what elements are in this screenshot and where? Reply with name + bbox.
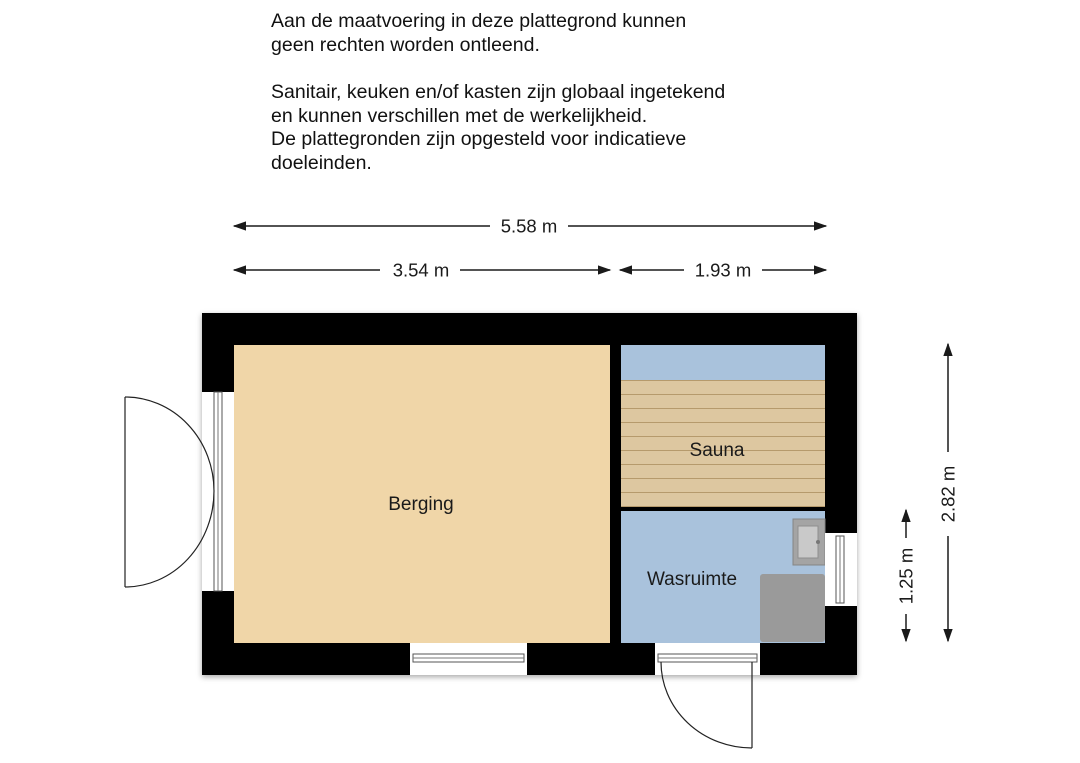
bottom-door xyxy=(655,643,760,675)
disclaimer-line: geen rechten worden ontleend. xyxy=(271,33,540,56)
dimension-right-width xyxy=(620,260,826,281)
left-door-window xyxy=(202,392,234,591)
dimension-total-height xyxy=(938,344,959,641)
room-label-sauna: Sauna xyxy=(689,440,745,461)
bottom-window xyxy=(410,643,527,675)
disclaimer-line: Aan de maatvoering in deze plattegrond kunnen xyxy=(271,10,687,32)
dimension-left-width xyxy=(234,260,610,281)
sink-icon xyxy=(793,519,825,565)
dimension-label-total-height: 2.82 m xyxy=(937,465,959,523)
dimension-total-width xyxy=(234,216,826,237)
double-door-icon xyxy=(125,397,214,587)
disclaimer-line: De plattegronden zijn opgesteld voor indicatieve xyxy=(271,128,687,150)
dimension-wasruimte-height xyxy=(896,510,917,641)
dimension-label-right-width: 1.93 m xyxy=(694,259,752,281)
disclaimer-line: Sanitair, keuken en/of kasten zijn globaal ingetekend xyxy=(271,81,726,103)
dimension-label-wasruimte-height: 1.25 m xyxy=(895,547,917,605)
disclaimer-line: doeleinden. xyxy=(271,151,372,174)
dimension-label-left-width: 3.54 m xyxy=(392,259,450,281)
washing-machine-icon xyxy=(760,574,825,642)
dimension-label-total-width: 5.58 m xyxy=(500,215,558,237)
right-window xyxy=(825,533,857,606)
room-label-berging: Berging xyxy=(388,494,454,515)
disclaimer-line: en kunnen verschillen met de werkelijkheid. xyxy=(271,104,648,127)
room-label-wasruimte: Wasruimte xyxy=(646,569,738,590)
sauna-wall xyxy=(621,507,825,511)
